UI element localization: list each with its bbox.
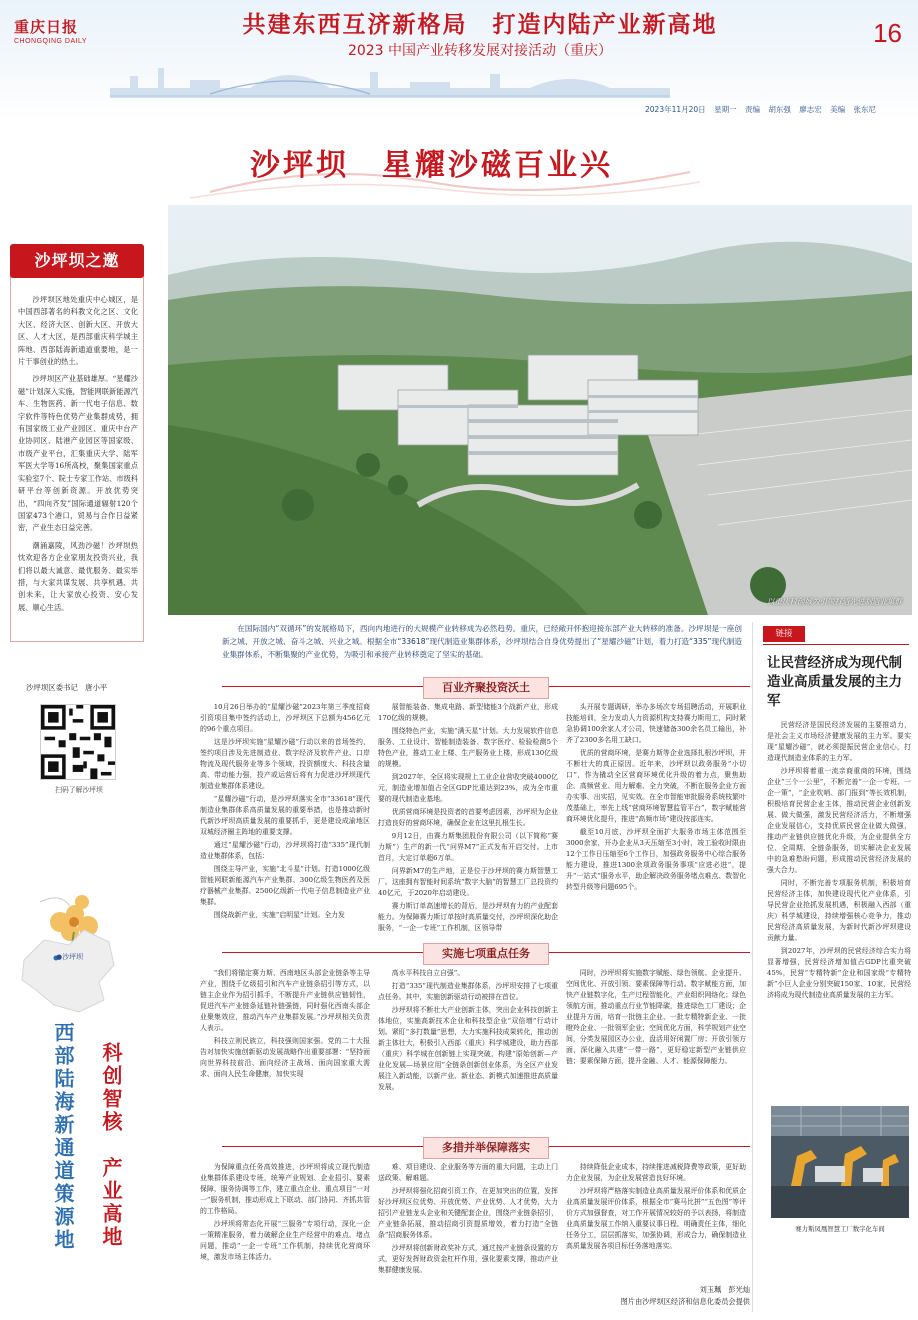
section-heading-2 xyxy=(222,942,750,964)
byline xyxy=(580,1284,750,1308)
section2-column-2 xyxy=(378,968,558,1095)
editor-name-1: 胡东强 xyxy=(768,105,791,114)
invite-paragraph: 沙坪坝区地处重庆中心城区，是中国西部著名的科教文化之区、文化大区、经济大区、创新大区、开放大区、人才大区，是西部重庆科学城主阵地、西部陆海新通道重要地，是一片干事创业的热土。 xyxy=(18,295,138,367)
body-paragraph: “我们将锚定赛力斯、西南地区头部企业链条等主导产业，围绕千亿级招引和汽车产业链条招引等方式，以链主企业作为招引抓手，不断提升产业链供应链韧性，促进汽车产业链条延链补链强链，同时强化西南头部企业聚集效应，推动汽车产业集群发展。”沙坪坝相关负责人表示。 xyxy=(200,969,370,1032)
body-paragraph: 高水平科技自立自强”。 xyxy=(391,969,465,977)
section1-column-1 xyxy=(200,702,370,923)
invite-paragraph: 潮涌嘉陵，风劲沙磁！沙坪坝热忱欢迎各方企业家朋友投资兴业，我们将以最大诚意、最优服务、最实举措，与大家共谋发展、共享机遇、共创未来，让大家放心投资、安心发展、顺心生活。 xyxy=(18,540,138,612)
invite-letter xyxy=(18,294,138,619)
body-paragraph: 截至10月底，沙坪坝全面扩大服务市场主体范围至3000余家，开办企业从3天压缩至3小时，竣工验收时限由12个工作日压缩至6个工作日，加强政务服务中心综合服务能力建设，推进1300余项政务服务事项“应进必进”，提升“一站式”服务水平，助企解决政务服务堵点难点、数智化转型升级等问题695个。 xyxy=(566,828,746,891)
chongqing-map-icon xyxy=(14,920,124,1020)
factory-robot-photo xyxy=(771,1106,909,1218)
body-paragraph: 沙坪坝将严格落实制造业高质量发展评价体系和优质企业高质量发展评价体系，根据全市“赛马比拼”“五色图”等评价方式加强督查，对工作开展情况较好的予以表扬，将制造业高质量发展工作纳入重要议事日程，明确责任主体，细化任务分工，层层抓落实，加强协调，形成合力，确保制造业高质量发展各项目标任务落地落实。 xyxy=(566,1187,746,1250)
photo-caption: 以重庆科创城为引领打造先进制造业集群 xyxy=(767,597,902,606)
newspaper-logo xyxy=(14,16,92,45)
body-paragraph: 9月12日，由赛力斯集团股份有限公司（以下简称“赛力斯”）生产的新一代“问界M7”正式发布开启交付。上市首月，大定订单超6万单。 xyxy=(378,832,558,862)
body-paragraph: 围绕主导产业，实施“北斗星”计划。打造1000亿级智能网联新能源汽车产业集群、300亿级生物医药及医疗器械产业集群、2500亿级新一代电子信息制造业产业集群。 xyxy=(200,865,370,906)
factory-photo xyxy=(771,1106,909,1218)
byline-authors: 刘玉珮 彭光灿 xyxy=(699,1285,750,1294)
main-photo xyxy=(168,205,912,615)
section-title: 百业齐聚投资沃土 xyxy=(423,677,549,699)
lead-paragraph: 在国际国内“双循环”的发展格局下，西向内地进行的大规模产业转移成为必然趋势。重庆，已经敞开怀抱迎接东部产业大转移的准备。沙坪坝是一座创新之城、开放之城、奋斗之城、兴业之城。根据全市“33618”现代制造业集群体系，沙坪坝结合自身优势提出了“星耀沙磁”计划，着力打造“335”现代制造业集群体系，不断集聚的产业优势，为吸引和承接产业转移奠定了坚实的基础。 xyxy=(222,624,742,659)
left-sidebar xyxy=(0,232,160,1320)
page-headline: 共建东西互济新格局 打造内陆产业新高地 xyxy=(242,12,718,38)
body-paragraph: 难、项目建设、企业服务等方面的重大问题，主动上门送政策、解难题。 xyxy=(378,1163,558,1182)
weekday-text: 星期一 xyxy=(714,105,737,114)
factory-photo-caption: 赛力斯凤凰智慧工厂数字化车间 xyxy=(795,1225,885,1233)
section-heading-1 xyxy=(222,676,750,698)
vertical-slogan-red: 科创智核 产业高地 xyxy=(99,1042,123,1249)
body-paragraph: 持续降低企业成本，持续推进减税降费等政策，更好助力企业发展，为企业发展营造良好环境。 xyxy=(566,1163,746,1182)
page-subhead: 2023 中国产业转移发展对接活动（重庆） xyxy=(347,43,613,59)
body-paragraph: 沙坪坝将创新财政奖补方式，通过按产业链条设置的方式，更好发挥财政资金杠杆作用，强化要素支撑，推动产业集群健康发展。 xyxy=(378,1244,558,1274)
body-paragraph: 赛力斯订单高速增长的背后，是沙坪坝有力的产业配套能力。为保障赛力斯订单按时高质量交付，沙坪坝深化助企服务，“一企一专班”工作机制，区领导带 xyxy=(378,902,558,932)
section3-column-2 xyxy=(378,1162,558,1278)
dateline xyxy=(645,104,882,115)
sidebar-paragraph: 沙坪坝将着重一流亲商重商的环境，围绕企业“三个一公里”，不断完善“一企一专班、一企一策”，“企业吹哨、部门报到”等长效机制，积极培育民营企业主体，推动民营企业创新发展、做大做强，激发民营经济活力，不断增强企业发展信心，支持优质民营企业做大做强，推动产业链供应链优化升级，为企业提供全方位、全周期、全链条服务，切实解决企业发展中的急难愁盼问题，形成推动民营经济发展的强大合力。 xyxy=(767,767,911,874)
body-paragraph: 头开展专题调研，举办多场次专场招聘活动，开展职业技能培训，全力发动人力资源机构支持赛力斯用工，同时紧急协调100余家人才公司，快速储备300余名员工输出，补齐了2300多名用工缺口。 xyxy=(566,703,746,744)
body-paragraph: 10月26日举办的“星耀沙磁”2023年第三季度招商引资项目集中签约活动上，沙坪坝区下总额为456亿元的96个重点项目。 xyxy=(200,703,370,733)
body-paragraph: 通过“星耀沙磁”行动，沙坪坝将打造“335”现代制造业集群体系，包括： xyxy=(200,841,370,860)
qr-code[interactable] xyxy=(40,704,116,780)
sidebar-paragraph: 民营经济是国民经济发展的主要推动力，是社会主义市场经济健康发展的主力军。要实现“星耀沙磁”，就必须提振民营企业信心，打造现代制造业体系的主力军。 xyxy=(767,721,911,762)
main-title: 沙坪坝 星耀沙磁百业兴 xyxy=(250,148,613,183)
editor-name-2: 廖志宏 xyxy=(799,105,822,114)
body-paragraph: 优质营商环境是投资者的首要考虑因素，沙坪坝为企业打造良好的营商环境，确保企业在这里扎根生长。 xyxy=(378,808,558,827)
body-paragraph: 这是沙坪坝实施“星耀沙磁”行动以来的首场签约，签约项目涉及先进制造业、数字经济及软件产业、口岸物流及现代服务业等多个领域，投资额度大、科技含量高、带动能力强，投产或运营后将有力促进沙坪坝现代制造业集群体系建设。 xyxy=(200,738,370,790)
map-location-label: ●沙坪坝 xyxy=(56,953,84,961)
body-paragraph: 问界新M7的生产地，正是位于沙坪坝的赛力斯智慧工厂。这座拥有智能时间系统“数字大脑”的智慧工厂总投资约40亿元，于2020年启动建设。 xyxy=(378,867,558,897)
section-heading-3 xyxy=(222,1136,750,1158)
editor-label: 责编 xyxy=(744,105,760,114)
section2-column-1 xyxy=(200,968,370,1082)
body-paragraph: 沙坪坝将常态化开展“三服务”专项行动，深化一企一策精准服务，着力破解企业生产经营中的难点、堵点问题，推动“一企一专班”工作机制，持续优化营商环境，激发市场主体活力。 xyxy=(200,1220,370,1261)
section1-column-3 xyxy=(566,702,746,895)
body-paragraph: 到2027年，全区将实现规上工业企业营收突破4000亿元，制造业增加值占全区GDP比重达到23%，成为全市重要的现代制造业基地。 xyxy=(378,773,558,803)
sidebar-paragraph: 到2027年，沙坪坝的民营经济综合实力将显著增强，民营经济增加值占GDP比重突破45%，民营“专精特新”企业和国家级“专精特新”小巨人企业分别突破150家、10家，民营经济将成为现代制造业高质量发展的主力军。 xyxy=(767,947,911,999)
body-paragraph: 优质的营商环境，是赛力斯等企业选择扎根沙坪坝，并不断壮大的真正原因。近年来，沙坪坝以政务服务“小切口”，作为撬动全区营商环境优化升级的着力点，聚焦助企、高频营业、用力解难、全力突破，不断在服务企业方面办实事、出实招，见实效。在全市智能审批服务系统枝繁叶茂基础上，率先上线“营商环境智慧监管平台”，数字赋能营商环境优化提升，推进“高频市场”建设按部连实。 xyxy=(566,749,746,823)
section-title: 多措并举保障落实 xyxy=(423,1137,549,1159)
body-paragraph: 科技立则民族立，科技强则国家强。党的二十大报告对加快实施创新驱动发展战略作出重要部署：“坚持面向世界科技前沿、面向经济主战场、面向国家重大需求、面向人民生命健康，加快实现 xyxy=(200,1037,370,1078)
body-paragraph: 打造“335”现代制造业集群体系，沙坪坝安排了七项重点任务。其中，实施创新驱动行动被排在首位。 xyxy=(378,982,558,1001)
art-name: 张东尼 xyxy=(853,105,877,114)
sidebar-title: 让民营经济成为现代制造业高质量发展的主力军 xyxy=(767,655,902,709)
art-label: 美编 xyxy=(830,105,846,114)
masthead xyxy=(0,0,918,120)
body-paragraph: 展智能装备、集成电路、新型储能3个战新产业，形成170亿级的规模。 xyxy=(378,703,558,722)
body-paragraph: “星耀沙磁”行动，是沙坪坝落实全市“33618”现代制造业集群体系高质量发展的重要举措，也是推动新时代新沙坪坝高质量发展的重要抓手，更是建设成渝地区双城经济圈主阵地的重要支撑。 xyxy=(200,795,370,836)
section3-column-1 xyxy=(200,1162,370,1265)
body-paragraph: 围绕战新产业，实施“启明星”计划。全力发 xyxy=(213,911,345,919)
vertical-slogan-blue: 西部陆海新通道策源地 xyxy=(51,1022,75,1252)
body-paragraph: 沙坪坝将不断壮大产业创新主体，突出企业科技创新主体地位，实施高新技术企业和科技型企业“双倍增”行动计划。紧盯“多打数量”思想，大力实施科技成果转化，推动创新主体壮大，积极引入西部（重庆）科学城建设，助力西部（重庆）科学城在创新链上实现突破，构建“原始创新—产业化发展—场景应用”全链条创新创业体系，为全区产业发展注入新动能，以新产业、新业态、新模式加速推进高质量发展。 xyxy=(378,1006,558,1091)
date-text: 2023年11月20日 xyxy=(645,105,706,114)
city-skyline-illustration xyxy=(110,58,670,98)
page-number: 16 xyxy=(873,18,902,48)
invite-banner: 沙坪坝之邀 xyxy=(10,244,144,278)
body-paragraph: 同时，沙坪坝将实施数字赋能、绿色领航、企业提升、空间优化、开放引领、要素保障等行动。数字赋能方面，加快产业链数字化，生产过程智能化，产业组织网络化；绿色领航方面，推动重点行业节能降碳，推进绿色工厂建设；企业提升方面，培育一批链主企业、一批专精特新企业、一批瞪羚企业、一批领军企业；空间优化方面，科学规划产业空间，分类发展园区办公业，盘活用好闲置厂房；开放引领方面，深化融入共建“一带一路”，更好稳定新型产业链供应链；要素保障方面，提升金融、人才、能源保障能力。 xyxy=(566,969,746,1065)
link-tag: 链接 xyxy=(763,626,805,642)
qr-caption: 扫码了解沙坪坝 xyxy=(55,786,103,794)
logo-english: CHONGQING DAILY xyxy=(14,38,88,45)
sidebar-body xyxy=(767,720,911,1003)
body-paragraph: 围绕特色产业，实施“满天星”计划。大力发展软件信息服务、工业设计、智能制造装备、数字医疗、检验检测5个特色产业，推动工业上楼、生产服务业上楼，形成130亿级的规模。 xyxy=(378,727,558,768)
column-divider xyxy=(752,622,753,1312)
byline-photo-credit: 图片由沙坪坝区经济和信息化委员会提供 xyxy=(620,1297,750,1306)
right-sidebar xyxy=(757,622,915,1320)
aerial-campus-photo xyxy=(168,205,912,615)
link-rule xyxy=(763,644,909,645)
logo-chinese: 重庆日报 xyxy=(14,18,79,36)
body-paragraph: 为保障重点任务高效推进，沙坪坝将成立现代制造业集群体系建设专班，统筹产业规划、企业招引、要素保障、服务协调等工作，建立重点企业、重点项目“一对一”服务机制，推动形成上下联动、部门协同、齐抓共管的工作格局。 xyxy=(200,1163,370,1215)
section1-column-2 xyxy=(378,702,558,936)
invite-paragraph: 沙坪坝区产业基础雄厚。“星耀沙磁”计划深入实施，智能网联新能源汽车、生物医药、新一代电子信息、数字软件等特色优势产业集群成势，拥有国家级工业产业园区、重庆中台产业协同区、陆港产业园区等国家级、市级产业平台，汇集重庆大学、陆军军医大学等16所高校，聚集国家重点实验室7个、院士专家工作站、市级科研平台等创新资源。开放优势突出，“四向齐发”国际通道辐射120个国家473个港口，贸易与合作日益紧密，产业生态日益完善。 xyxy=(18,374,138,533)
section2-column-3 xyxy=(566,968,746,1069)
invite-signature: 沙坪坝区委书记 唐小平 xyxy=(26,683,108,692)
section3-column-3 xyxy=(566,1162,746,1254)
body-paragraph: 沙坪坝将强化招商引资工作，在更加突出的位置，发挥好沙坪坝区位优势、开放优势、产业优势、人才优势，大力招引产业链龙头企业和关键配套企业，围绕产业链条招引，产业链条拓展，推动招商引资提质增效，着力打造“全链条”招商服务体系。 xyxy=(378,1187,558,1239)
sidebar-paragraph: 同时，不断完善专项服务机制，积极培育民营经济主体，加快建设现代化产业体系，引导民营企业抢抓发展机遇，积极融入西部（重庆）科学城建设，持续增强核心竞争力，推动民营经济高质量发展，为新时代新沙坪坝建设贡献力量。 xyxy=(767,879,911,942)
section-title: 实施七项重点任务 xyxy=(423,943,549,965)
